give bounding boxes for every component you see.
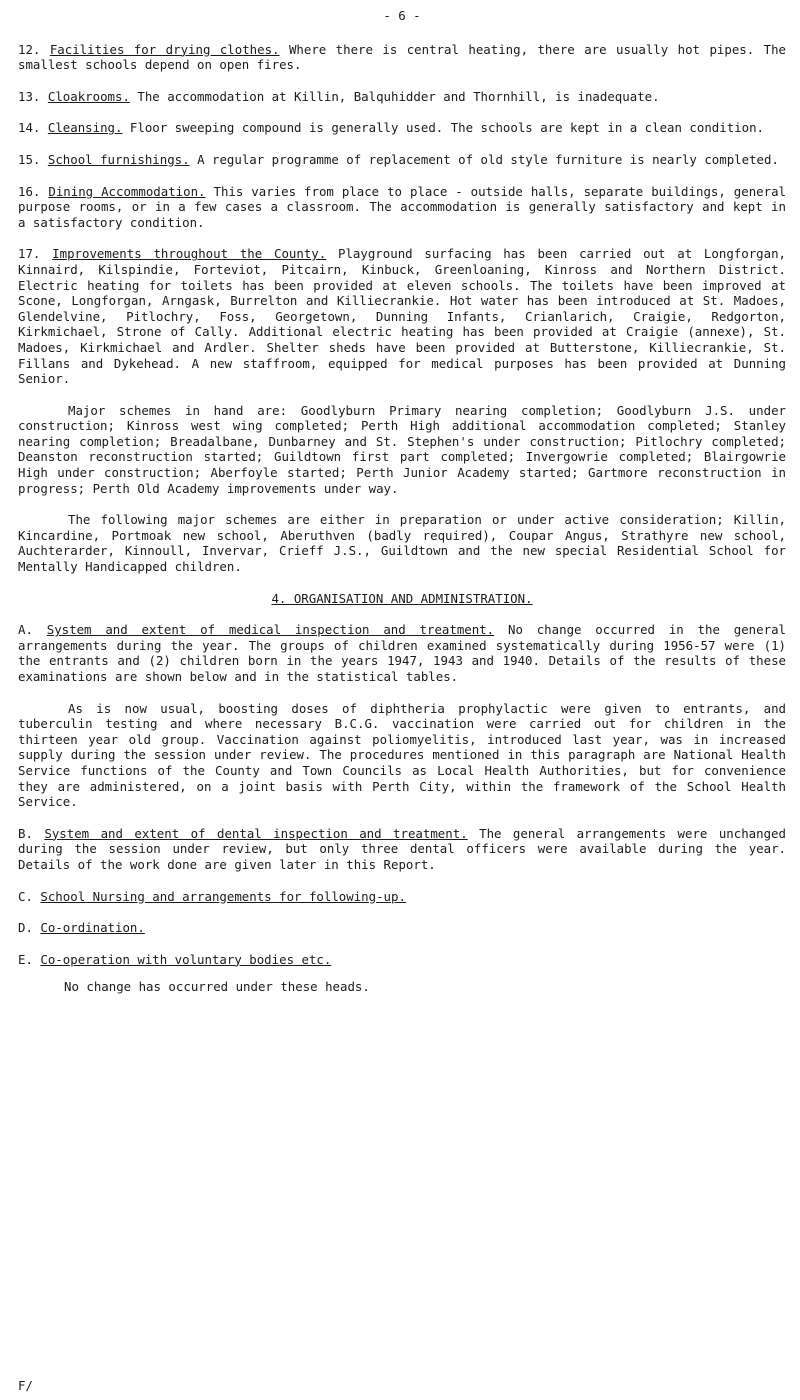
section-a [18,622,786,684]
section-a-continued: As is now usual, boosting doses of diphtheria prophylactic were given to entrants, and tuberculin testing and where necessary B.C.G. vaccination were carried out for children in the thirteen year old group. Vaccination against poliomyelitis, introduced last year, was in increased supply during the session under review. The procedures mentioned in this paragraph are National Health Service functions of the County and Town Councils as Local Health Authorities, but for convenience they are administered, on a joint basis with Perth City, within the framework of the School Health Service. [18,700,786,810]
following-schemes-paragraph: The following major schemes are either in preparation or under active consideration; Killin, Kincardine, Portmoak new school, Aberuthven (badly required), Coupar Angus, Strathyre new school, Auchterarder, Kinnoull, Invervar, Crieff J.S., Guildtown and the new special Residential School for Mentally Handicapped children. [18,512,786,575]
para-number: 14. [18,120,41,136]
paragraph-14 [18,120,786,136]
para-number: 16. [18,183,41,199]
section-c [18,889,786,905]
paragraph-17 [18,246,786,386]
para-number: C. [18,888,33,904]
paragraph-16 [18,184,786,231]
para-number: E. [18,951,33,967]
para-heading: Cloakrooms. [47,88,130,104]
no-change-note: No change has occurred under these heads. [64,979,370,995]
para-text: Floor sweeping compound is generally used. The schools are kept in a clean condition. [122,120,765,136]
para-heading: Cleansing. [47,120,123,136]
para-heading: School Nursing and arrangements for following-up. [40,888,406,904]
para-heading: Improvements throughout the County. [52,246,327,262]
para-text: Playground surfacing has been carried out at Longforgan, Kinnaird, Kilspindie, Forteviot, Pitcairn, Kinbuck, Greenloaning, Kinross and Northern District. Electric heating for toilets has been provided at eleven schools. The toilets have been improved at Scone, Longforgan, Arngask, Burrelton and Killiecrankie. Hot water has been introduced at St. Madoes, Glendelvine, Pitlochry, Foss, Georgetown, Dunning Infants, Crianlarich, Craigie, Redgorton, Kirkmichael, Strone of Cally. Additional electric heating has been provided at Craigie (annexe), St. Madoes, Kirkmichael and Ardler. Shelter sheds have been provided at Butterstone, Killiecrankie, St. Fillans and Dykehead. A new staffroom, equipped for medical purposes has been provided at Dunning Senior. [18,246,786,387]
page-number: - 6 - [383,8,421,23]
para-text: The general arrangements were unchanged during the session under review, but only three dental officers were available during the year. Details of the work done are given later in this Report. [18,825,786,872]
major-schemes-paragraph: Major schemes in hand are: Goodlyburn Primary nearing completion; Goodlyburn J.S. under construction; Kinross west wing completed; Perth High additional accommodation completed; Stanley nearing completion; Breadalbane, Dunbarney and St. Stephen's under construction; Pitlochry completed; Deanston reconstruction started; Guildtown first part completed; Invergowrie completed; Blairgowrie High under construction; Aberfoyle started; Perth Junior Academy started; Gartmore reconstruction in progress; Perth Old Academy improvements under way. [18,402,786,496]
para-heading: System and extent of dental inspection and treatment. [44,825,468,841]
paragraph-15 [18,152,786,168]
continuation-mark: F/ [18,1378,33,1393]
para-heading: System and extent of medical inspection and treatment. [46,622,495,638]
section-title: 4. ORGANISATION AND ADMINISTRATION. [271,590,533,606]
section-b [18,826,786,873]
para-number: 17. [18,246,41,262]
paragraph-12 [18,42,786,73]
para-heading: Dining Accommodation. [48,183,206,199]
para-heading: Facilities for drying clothes. [49,41,280,57]
document-page [18,8,786,1011]
section-e [18,952,786,968]
section-d [18,920,786,936]
para-text: Where there is central heating, there are usually hot pipes. The smallest schools depend on open fires. [18,41,787,73]
para-text: No change occurred in the general arrangements during the year. The groups of children examined systematically during 1956-57 were (1) the entrants and (2) children born in the years 1947, 1943 and 1940. Details of the results of these examinations are shown below and in the statistical tables. [18,622,786,684]
para-number: 13. [18,88,41,104]
para-text: This varies from place to place - outside halls, separate buildings, general purpose rooms, or in a few cases a classroom. The accommodation is generally satisfactory and kept in a satisfactory condition. [18,183,787,230]
para-heading: Co-ordination. [40,920,145,936]
para-number: B. [18,825,33,841]
para-heading: Co-operation with voluntary bodies etc. [40,951,332,967]
paragraph-13 [18,89,786,105]
para-number: 12. [18,41,41,57]
para-text: A regular programme of replacement of old style furniture is nearly completed. [189,151,779,167]
para-number: D. [18,920,33,936]
para-text: The accommodation at Killin, Balquhidder and Thornhill, is inadequate. [129,88,660,104]
para-heading: School furnishings. [47,151,190,167]
para-number: A. [18,622,33,638]
para-number: 15. [18,151,41,167]
